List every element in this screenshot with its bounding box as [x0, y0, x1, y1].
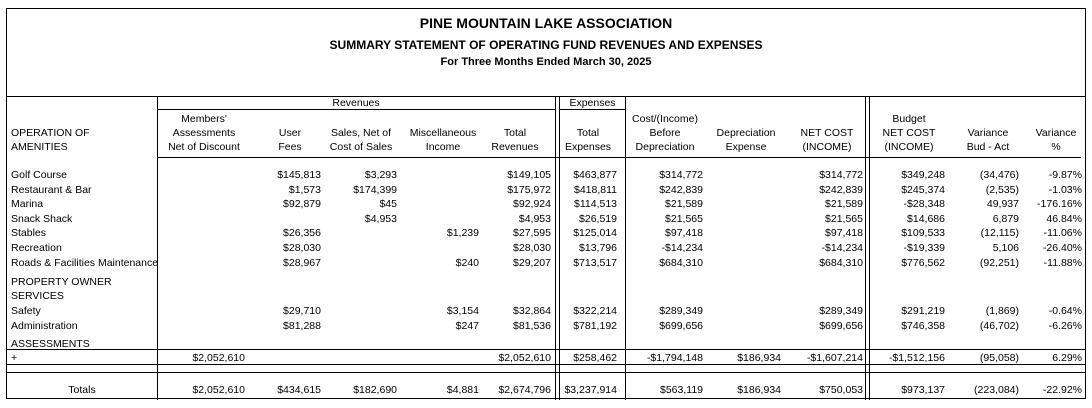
totals-depreciation: $186,934	[737, 384, 781, 396]
col-header-members: Net of Discount	[168, 141, 240, 153]
table-row-budget: -$28,348	[903, 198, 945, 211]
assessments-row-label: +	[11, 352, 18, 364]
table-bottom-rule	[7, 364, 1085, 365]
report-subtitle: SUMMARY STATEMENT OF OPERATING FUND REVENUES AND EXPENSES	[329, 38, 763, 52]
col-header-user_fees: Fees	[278, 141, 302, 153]
col-header-budget: (INCOME)	[884, 141, 934, 153]
table-row-label: Safety	[11, 305, 41, 317]
table-row-var_pct: -0.64%	[1048, 305, 1082, 317]
col-header-depreciation: Expense	[725, 141, 767, 153]
table-row-total_rev: $28,030	[513, 242, 551, 254]
report-period: For Three Months Ended March 30, 2025	[440, 56, 652, 68]
table-row-total_exp: $322,214	[573, 305, 617, 317]
table-row-budget: $291,219	[901, 305, 945, 317]
col-header-sales: Cost of Sales	[329, 141, 393, 153]
table-row-budget: $14,686	[907, 212, 945, 225]
col-header-cost_income: Cost/(Income)	[632, 113, 698, 125]
assessments-row-var_bud: (95,058)	[979, 352, 1019, 364]
table-row-var_bud: 5,106	[992, 242, 1019, 254]
totals-user_fees: $434,615	[277, 384, 321, 396]
totals-cost_income: $563,119	[659, 384, 703, 396]
assessments-row-budget: -$1,512,156	[888, 352, 945, 364]
table-row-total_exp: $114,513	[573, 198, 617, 211]
table-row-budget: $746,358	[901, 319, 945, 332]
table-row-total_rev: $27,595	[513, 227, 551, 240]
totals-var_pct: -22.92%	[1042, 384, 1082, 396]
table-row-cost_income: $314,772	[659, 169, 703, 181]
col-header-operation: AMENITIES	[11, 141, 68, 153]
table-row-budget: $245,374	[901, 183, 945, 196]
table-row-total_rev: $29,207	[513, 256, 551, 269]
col-header-misc: Income	[425, 141, 461, 153]
totals-var_bud: (223,084)	[974, 384, 1019, 396]
col-header-var_bud: Variance	[967, 127, 1009, 139]
table-row-sales: $3,293	[364, 169, 397, 181]
table-row-label: Marina	[11, 198, 44, 211]
col-header-user_fees: User	[278, 127, 302, 139]
table-row-total_exp: $13,796	[579, 242, 617, 254]
revenues-group-label: Revenues	[332, 97, 380, 109]
assessments-row-total_exp: $258,462	[573, 352, 617, 364]
table-row-cost_income: $684,310	[659, 256, 703, 269]
totals-label: Totals	[68, 384, 96, 396]
table-row-net_cost: $242,839	[819, 183, 863, 196]
expenses-rule	[560, 109, 625, 110]
table-row-cost_income: $97,418	[665, 227, 703, 240]
col-header-cost_income: Before	[649, 127, 681, 139]
table-row-label: Stables	[11, 227, 47, 240]
table-row-var_pct: -11.06%	[1043, 227, 1082, 240]
table-row-label: Roads & Facilities Maintenance	[11, 256, 159, 269]
section-header-services: SERVICES	[11, 290, 64, 302]
table-row-sales: $45	[379, 198, 397, 211]
col-header-total_rev: Total	[503, 127, 527, 139]
table-row-misc: $247	[455, 319, 479, 332]
col-header-var_bud: Bud - Act	[966, 141, 1010, 153]
table-row-var_bud: (12,115)	[980, 227, 1019, 240]
table-row-cost_income: $289,349	[659, 305, 703, 317]
totals-budget: $973,137	[901, 384, 945, 396]
assessments-row-depreciation: $186,934	[737, 352, 781, 364]
col-header-var_pct: %	[1051, 141, 1061, 153]
table-row-user_fees: $145,813	[277, 169, 321, 181]
table-row-label: Administration	[11, 319, 78, 332]
totals-misc: $4,881	[446, 384, 479, 396]
table-row-total_exp: $781,192	[573, 319, 617, 332]
table-row-var_pct: -6.26%	[1048, 319, 1082, 332]
table-row-total_exp: $125,014	[573, 227, 617, 240]
assessments-row-cost_income: -$1,794,148	[646, 352, 703, 364]
table-row-misc: $240	[455, 256, 479, 269]
totals-total_exp: $3,237,914	[564, 384, 617, 396]
table-row-misc: $3,154	[446, 305, 479, 317]
revenues-rule	[157, 109, 555, 110]
table-row-var_bud: (1,869)	[985, 305, 1019, 317]
table-row-var_pct: -176.16%	[1037, 198, 1082, 211]
col-header-cost_income: Depreciation	[635, 141, 695, 153]
table-row-cost_income: $699,656	[659, 319, 703, 332]
table-row-net_cost: $699,656	[819, 319, 863, 332]
assessments-row-members: $2,052,610	[192, 352, 245, 364]
table-row-misc: $1,239	[446, 227, 479, 240]
table-row-total_rev: $175,972	[507, 183, 551, 196]
table-row-user_fees: $28,030	[283, 242, 321, 254]
table-row-cost_income: $21,565	[665, 212, 703, 225]
col-header-members: Members'	[181, 113, 227, 125]
table-row-var_pct: -11.88%	[1043, 256, 1082, 269]
assessments-row-net_cost: -$1,607,214	[806, 352, 863, 364]
table-row-total_rev: $4,953	[518, 212, 551, 225]
table-row-budget: $776,562	[901, 256, 945, 269]
col-header-net_cost: (INCOME)	[802, 141, 852, 153]
table-row-user_fees: $26,356	[283, 227, 321, 240]
report-title: PINE MOUNTAIN LAKE ASSOCIATION	[419, 15, 673, 31]
table-row-var_bud: (34,476)	[979, 169, 1019, 181]
table-row-label: Golf Course	[11, 169, 68, 181]
col-header-depreciation: Depreciation	[716, 127, 776, 139]
totals-rule	[7, 372, 1085, 373]
table-row-user_fees: $29,710	[283, 305, 321, 317]
table-row-budget: $349,248	[901, 169, 945, 181]
col-header-budget: NET COST	[882, 127, 936, 139]
table-row-sales: $4,953	[364, 212, 397, 225]
section-header-assessments: ASSESSMENTS	[11, 338, 90, 350]
table-row-total_exp: $713,517	[573, 256, 617, 269]
table-row-var_bud: 6,879	[992, 212, 1019, 225]
table-row-total_rev: $149,105	[507, 169, 551, 181]
totals-members: $2,052,610	[192, 384, 245, 396]
table-row-var_bud: (2,535)	[985, 183, 1019, 196]
table-row-cost_income: $21,589	[665, 198, 703, 211]
col-header-var_pct: Variance	[1035, 127, 1077, 139]
col-header-total_exp: Total	[576, 127, 600, 139]
col-header-budget: Budget	[892, 113, 926, 125]
assessments-row-total_rev: $2,052,610	[498, 352, 551, 364]
table-row-label: Restaurant & Bar	[11, 183, 92, 196]
table-row-var_pct: -1.03%	[1048, 183, 1082, 196]
table-row-var_pct: 46.84%	[1046, 212, 1082, 225]
totals-total_rev: $2,674,796	[498, 384, 551, 396]
table-row-var_pct: -9.87%	[1048, 169, 1082, 181]
table-row-net_cost: -$14,234	[821, 242, 863, 254]
section-header-property-owner: PROPERTY OWNER	[11, 276, 112, 288]
table-row-var_pct: -26.40%	[1042, 242, 1082, 254]
statement-sheet	[6, 8, 1086, 399]
col-header-operation: OPERATION OF	[11, 127, 90, 139]
col-header-members: Assessments	[172, 127, 236, 139]
col-header-misc: Miscellaneous	[409, 127, 477, 139]
table-row-sales: $174,399	[353, 183, 397, 196]
table-row-net_cost: $314,772	[819, 169, 863, 181]
table-row-label: Snack Shack	[11, 212, 73, 225]
expenses-group-label: Expenses	[569, 97, 616, 109]
table-row-cost_income: -$14,234	[661, 242, 703, 254]
table-row-total_exp: $463,877	[573, 169, 617, 181]
table-row-net_cost: $289,349	[819, 305, 863, 317]
table-row-net_cost: $97,418	[825, 227, 863, 240]
table-row-var_bud: (92,251)	[979, 256, 1019, 269]
table-row-net_cost: $684,310	[819, 256, 863, 269]
col-header-net_cost: NET COST	[800, 127, 854, 139]
table-row-user_fees: $28,967	[283, 256, 321, 269]
table-row-user_fees: $1,573	[288, 183, 321, 196]
table-row-cost_income: $242,839	[659, 183, 703, 196]
totals-net_cost: $750,053	[819, 384, 863, 396]
table-row-var_bud: 49,937	[986, 198, 1019, 211]
table-row-total_rev: $81,536	[513, 319, 551, 332]
table-row-total_exp: $26,519	[579, 212, 617, 225]
table-row-user_fees: $92,879	[283, 198, 321, 211]
table-row-total_exp: $418,811	[573, 183, 617, 196]
col-header-total_exp: Expenses	[564, 141, 612, 153]
table-row-label: Recreation	[11, 242, 62, 254]
totals-sales: $182,690	[353, 384, 397, 396]
col-header-total_rev: Revenues	[491, 141, 539, 153]
table-row-budget: -$19,339	[903, 242, 945, 254]
table-row-net_cost: $21,565	[825, 212, 863, 225]
assessments-rule	[7, 349, 1085, 350]
assessments-row-var_pct: 6.29%	[1052, 352, 1082, 364]
table-row-net_cost: $21,589	[825, 198, 863, 211]
table-row-total_rev: $32,864	[513, 305, 551, 317]
table-row-total_rev: $92,924	[513, 198, 551, 211]
col-header-sales: Sales, Net of	[330, 127, 392, 139]
table-row-user_fees: $81,288	[283, 319, 321, 332]
headers-bottom-rule	[157, 157, 1081, 158]
table-row-budget: $109,533	[901, 227, 945, 240]
table-row-var_bud: (46,702)	[979, 319, 1019, 332]
